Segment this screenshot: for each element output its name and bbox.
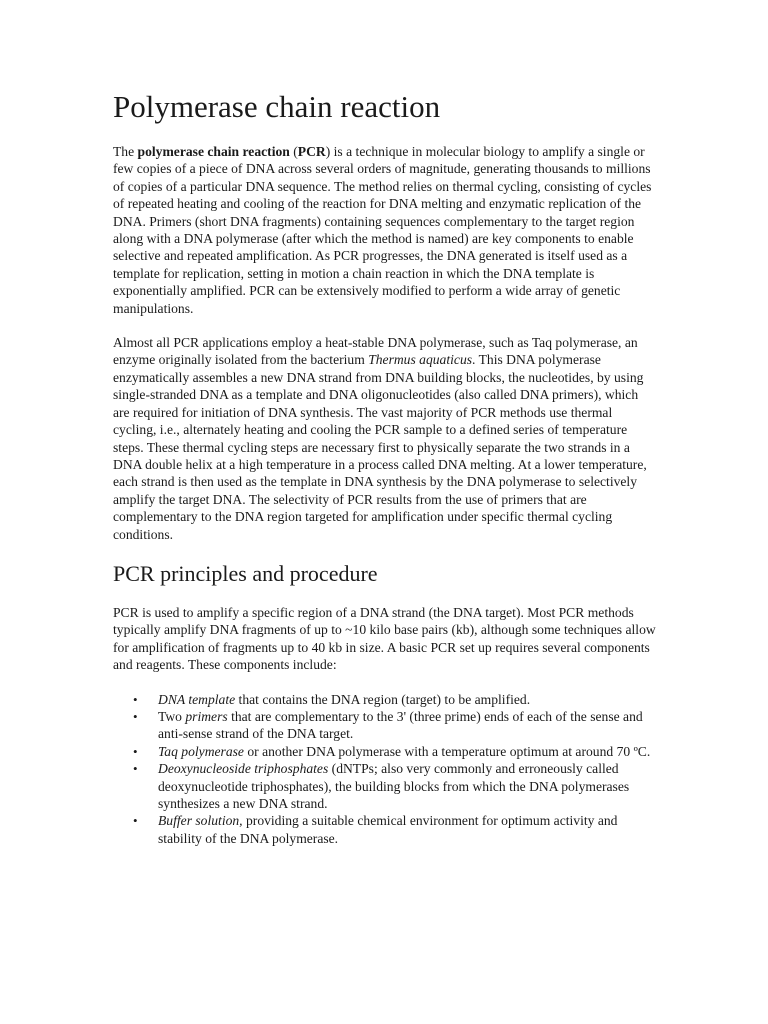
list-item-term: Deoxynucleoside triphosphates xyxy=(158,761,329,777)
intro-bold-term: polymerase chain reaction xyxy=(137,144,290,159)
page-title: Polymerase chain reaction xyxy=(113,89,441,124)
para2-text-2: . This DNA polymerase enzymatically assembles a new DNA strand from DNA building blocks, the nucleotides, by using single-stranded DNA as a template and DNA oligonucleotides (also called DNA primers), which are required for initiation of DNA synthesis. The vast majority of PCR methods use thermal cycling, i.e., alternately heating and cooling the PCR sample to a defined series of temperature steps. These thermal cycling steps are necessary first to physically separate the two strands in a DNA double helix at a high temperature in a process called DNA melting. At a lower temperature, each strand is then used as the template in DNA synthesis by the DNA polymerase to selectively amplify the target DNA. The selectivity of PCR results from the use of primers that are complementary to the DNA region targeted for amplification under specific thermal cycling conditions. xyxy=(113,352,647,542)
para2-italic-species: Thermus aquaticus xyxy=(368,352,473,368)
intro-bold-abbrev: PCR xyxy=(297,144,326,159)
list-item-term: Taq polymerase xyxy=(158,743,244,759)
list-item xyxy=(133,691,656,708)
list-item xyxy=(133,708,656,743)
bullet-icon: • xyxy=(133,691,138,707)
section-heading: PCR principles and procedure xyxy=(113,560,378,586)
bullet-icon: • xyxy=(133,813,138,829)
intro-text-1: The xyxy=(113,144,138,159)
list-item xyxy=(133,812,656,847)
list-item-post: that contains the DNA region (target) to be amplified. xyxy=(235,691,531,707)
intro-text-2: ( xyxy=(289,144,298,159)
list-item-term: primers xyxy=(185,708,228,724)
list-item-term: DNA template xyxy=(158,691,236,707)
list-item-post: that are complementary to the 3' (three prime) ends of each of the sense and anti-sense strand of the DNA target. xyxy=(158,708,643,742)
bullet-icon: • xyxy=(133,708,138,724)
list-item-pre: Two xyxy=(158,708,186,724)
list-item xyxy=(133,743,656,760)
list-item-post: (dNTPs; also very commonly and erroneously called deoxynucleotide triphosphates), the building blocks from which the DNA polymerases synthesizes a new DNA strand. xyxy=(158,761,630,811)
list-item xyxy=(133,760,656,812)
components-list xyxy=(113,691,656,848)
list-item-post: or another DNA polymerase with a temperature optimum at around 70 ºC. xyxy=(243,743,651,759)
bullet-icon: • xyxy=(133,761,138,777)
list-item-term: Buffer solution, xyxy=(158,813,243,829)
polymerase-paragraph xyxy=(113,334,656,543)
list-item-post: providing a suitable chemical environment for optimum activity and stability of the DNA polymerase. xyxy=(158,813,618,846)
intro-text-3: ) is a technique in molecular biology to amplify a single or few copies of a piece of DNA across several orders of magnitude, generating thousands to millions of copies of a particular DNA sequence. The method relies on thermal cycling, consisting of cycles of repeated heating and cooling of the reaction for DNA melting and enzymatic replication of the DNA. Primers (short DNA fragments) containing sequences complementary to the target region along with a DNA polymerase (after which the method is named) are key components to enable selective and repeated amplification. As PCR progresses, the DNA generated is itself used as a template for replication, setting in motion a chain reaction in which the DNA template is exponentially amplified. PCR can be extensively modified to perform a wide array of genetic manipulations. xyxy=(113,144,652,316)
bullet-icon: • xyxy=(133,743,138,759)
principles-paragraph: PCR is used to amplify a specific region of a DNA strand (the DNA target). Most PCR methods typically amplify DNA fragments of up to ~10 kilo base pairs (kb), although some techniques allow for amplification of fragments up to 40 kb in size. A basic PCR set up requires several components and reagents. These components include: xyxy=(113,604,656,673)
para2-text-1: Almost all PCR applications employ a heat-stable DNA polymerase, such as Taq polymerase, an enzyme originally isolated from the bacterium xyxy=(113,335,638,368)
intro-paragraph xyxy=(113,143,656,317)
